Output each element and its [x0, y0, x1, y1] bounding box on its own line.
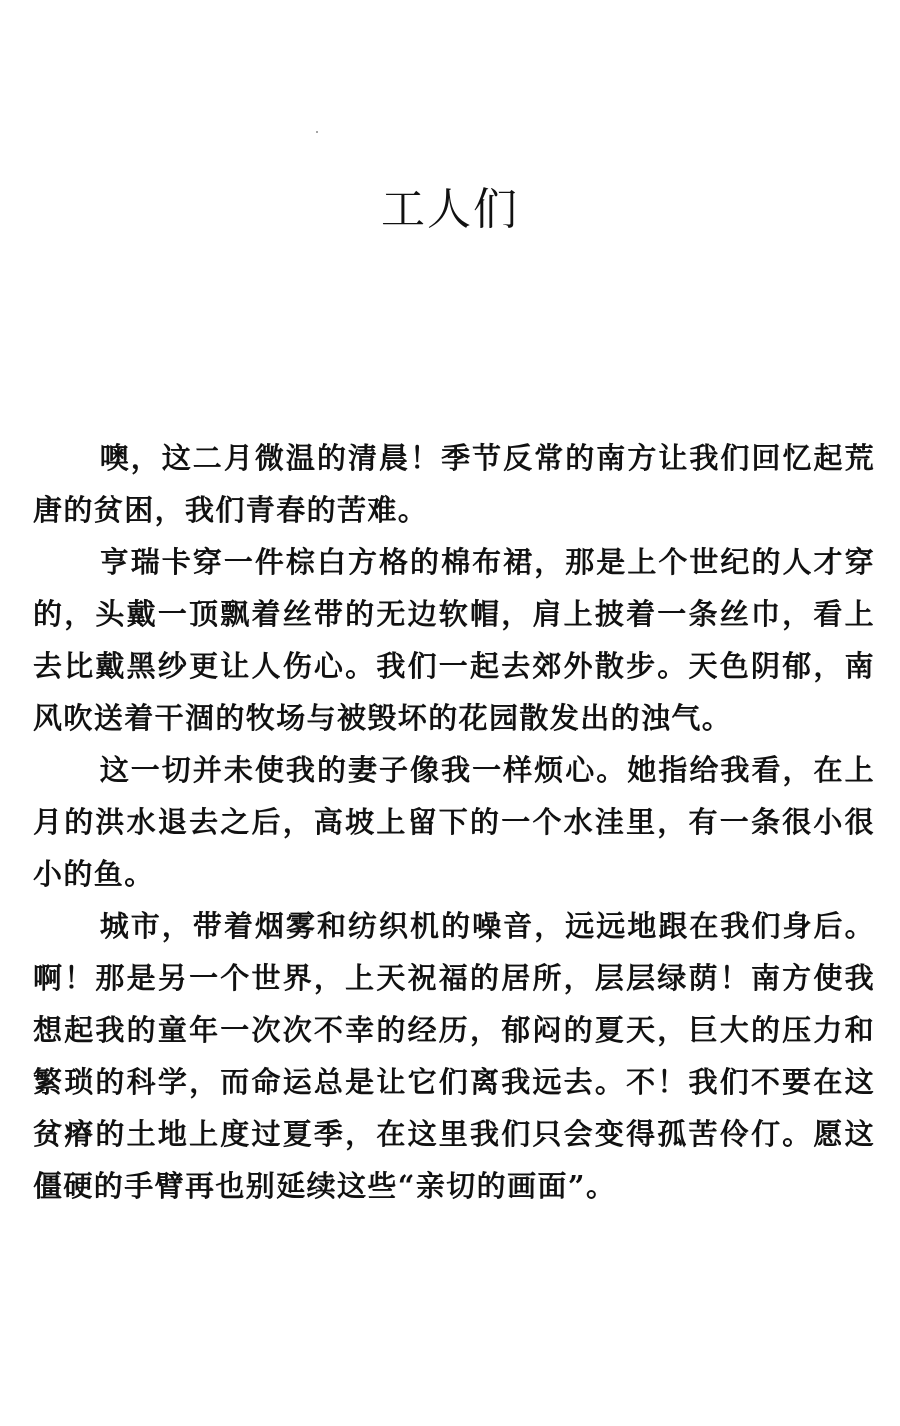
- chapter-body: [33, 432, 875, 1212]
- paragraph-3: 这一切并未使我的妻子像我一样烦心。她指给我看，在上月的洪水退去之后，高坡上留下的一个水洼里，有一条很小很小的鱼。: [33, 753, 875, 891]
- chapter-title: 工人们: [381, 184, 519, 235]
- page-speck: [316, 131, 318, 133]
- paragraph-4: 城市，带着烟雾和纺织机的噪音，远远地跟在我们身后。啊！那是另一个世界，上天祝福的居所，层层绿荫！南方使我想起我的童年一次次不幸的经历，郁闷的夏天，巨大的压力和繁琐的科学，而命运总是让它们离我远去。不！我们不要在这贫瘠的土地上度过夏季，在这里我们只会变得孤苦伶仃。愿这僵硬的手臂再也别延续这些“亲切的画面”。: [33, 909, 875, 1203]
- paragraph-2: 亨瑞卡穿一件棕白方格的棉布裙，那是上个世纪的人才穿的，头戴一顶飘着丝带的无边软帽，肩上披着一条丝巾，看上去比戴黑纱更让人伤心。我们一起去郊外散步。天色阴郁，南风吹送着干涸的牧场与被毁坏的花园散发出的浊气。: [33, 545, 875, 735]
- paragraph-1: 噢，这二月微温的清晨！季节反常的南方让我们回忆起荒唐的贫困，我们青春的苦难。: [33, 441, 875, 527]
